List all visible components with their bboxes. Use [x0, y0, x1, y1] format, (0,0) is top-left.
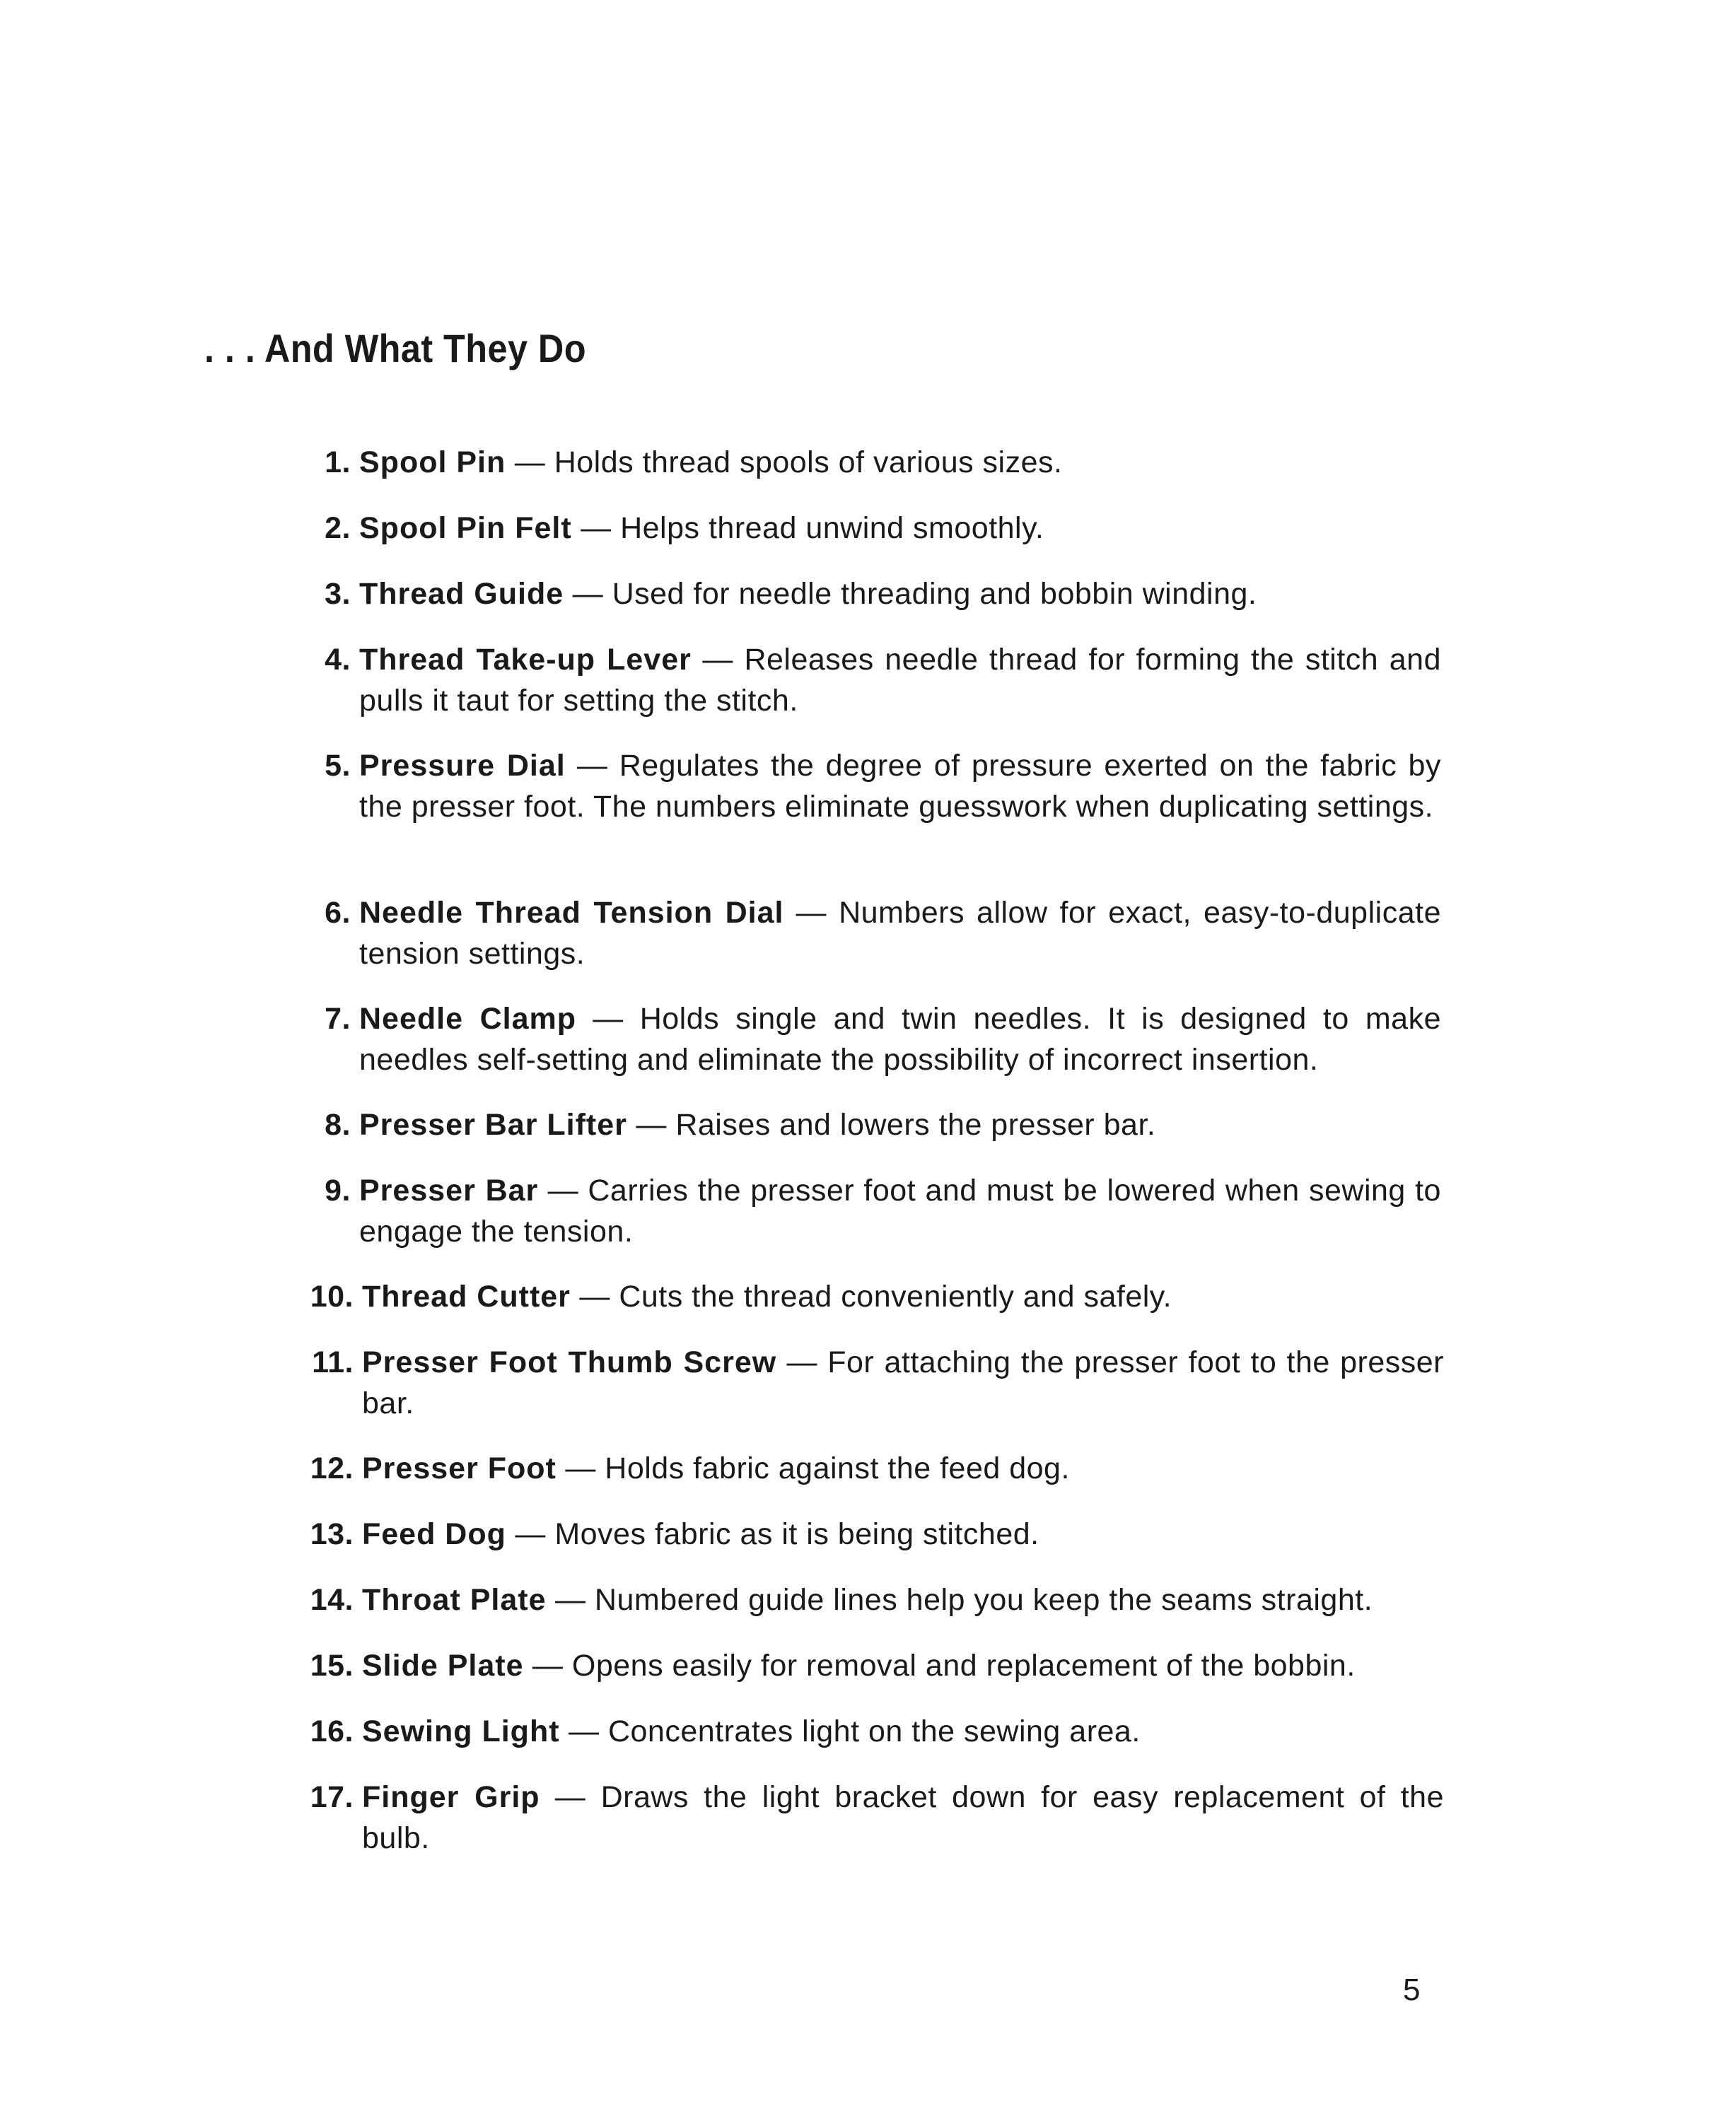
item-description: Moves fabric as it is being stitched. [554, 1517, 1039, 1551]
item-description: Raises and lowers the presser bar. [675, 1108, 1156, 1142]
item-text [362, 1448, 1444, 1489]
item-term: Thread Cutter [362, 1280, 571, 1314]
item-dash: — [556, 1451, 605, 1485]
item-description: For attaching the presser foot to the presser bar. [362, 1345, 1444, 1420]
item-term: Slide Plate [362, 1649, 524, 1683]
item-text [362, 1579, 1444, 1620]
item-dash: — [523, 1649, 572, 1683]
item-dash: — [565, 749, 619, 783]
item-dash: — [776, 1345, 828, 1379]
item-number: 12. [310, 1451, 354, 1485]
item-text [359, 892, 1441, 974]
item-term: Presser Foot Thumb Screw [362, 1345, 777, 1379]
item-text [359, 1104, 1441, 1145]
item-term: Pressure Dial [359, 749, 566, 783]
item-text [359, 1170, 1441, 1252]
item-term: Feed Dog [362, 1517, 506, 1551]
item-dash: — [691, 643, 745, 677]
item-description: Cuts the thread conveniently and safely. [619, 1280, 1172, 1314]
item-term: Sewing Light [362, 1714, 560, 1748]
item-number: 14. [310, 1583, 354, 1617]
item-description: Helps thread unwind smoothly. [620, 511, 1044, 545]
item-term: Finger Grip [362, 1780, 540, 1814]
item-term: Thread Take-up Lever [359, 643, 692, 677]
item-text [362, 1514, 1444, 1555]
item-dash: — [538, 1174, 588, 1208]
item-dash: — [506, 445, 554, 479]
item-text [362, 1276, 1444, 1317]
item-term: Presser Bar [359, 1174, 539, 1208]
item-term: Presser Foot [362, 1451, 557, 1485]
item-number: 11. [312, 1345, 354, 1379]
item-description: Opens easily for removal and replacement of the bobbin. [571, 1649, 1356, 1683]
item-dash: — [564, 577, 612, 611]
item-text [362, 1777, 1444, 1859]
item-term: Thread Guide [359, 577, 564, 611]
item-term: Spool Pin Felt [359, 511, 572, 545]
item-description: Draws the light bracket down for easy replacement of the bulb. [362, 1780, 1444, 1855]
item-number: 9. [325, 1174, 351, 1208]
item-text [359, 508, 1441, 549]
item-text [362, 1645, 1444, 1686]
item-term: Throat Plate [362, 1583, 547, 1617]
item-number: 16. [310, 1714, 354, 1748]
item-number: 17. [310, 1780, 354, 1814]
item-description: Numbered guide lines help you keep the seams straight. [594, 1583, 1373, 1617]
item-dash: — [783, 896, 839, 930]
item-dash: — [627, 1108, 676, 1142]
item-description: Holds fabric against the feed dog. [605, 1451, 1070, 1485]
item-text [359, 639, 1441, 721]
section-heading: . . . And What They Do [204, 326, 587, 370]
item-number: 4. [325, 643, 351, 677]
item-dash: — [546, 1583, 595, 1617]
item-dash: — [570, 1280, 619, 1314]
item-dash: — [540, 1780, 601, 1814]
item-description: Numbers allow for exact, easy-to-duplicate tension settings. [359, 896, 1441, 971]
item-term: Needle Clamp [359, 1002, 577, 1036]
item-dash: — [576, 1002, 640, 1036]
item-number: 13. [310, 1517, 354, 1551]
item-description: Concentrates light on the sewing area. [607, 1714, 1141, 1748]
item-description: Holds single and twin needles. It is designed to make needles self-setting and eliminate the possibility of incorrect insertion. [359, 1002, 1441, 1077]
item-number: 8. [325, 1108, 351, 1142]
item-description: Releases needle thread for forming the stitch and pulls it taut for setting the stitch. [359, 643, 1441, 718]
page-number: 5 [1403, 1973, 1421, 2007]
item-number: 1. [325, 445, 351, 479]
item-text [359, 573, 1441, 614]
item-number: 2. [325, 511, 351, 545]
item-text [362, 1342, 1444, 1424]
item-number: 6. [325, 896, 351, 930]
item-text [362, 1711, 1444, 1752]
item-description: Used for needle threading and bobbin winding. [612, 577, 1257, 611]
item-number: 5. [325, 749, 351, 783]
item-dash: — [571, 511, 621, 545]
item-text [359, 442, 1441, 483]
item-dash: — [559, 1714, 608, 1748]
item-text [359, 998, 1441, 1080]
item-text [359, 745, 1441, 827]
item-number: 10. [310, 1280, 354, 1314]
item-term: Needle Thread Tension Dial [359, 896, 784, 930]
item-description: Carries the presser foot and must be lowered when sewing to engage the tension. [359, 1174, 1441, 1249]
item-number: 7. [325, 1002, 351, 1036]
item-number: 3. [325, 577, 351, 611]
item-term: Presser Bar Lifter [359, 1108, 627, 1142]
item-description: Regulates the degree of pressure exerted on the fabric by the presser foot. The numbers eliminate guesswork when duplicating settings. [359, 749, 1441, 824]
item-dash: — [506, 1517, 555, 1551]
item-term: Spool Pin [359, 445, 506, 479]
item-description: Holds thread spools of various sizes. [554, 445, 1063, 479]
item-number: 15. [310, 1649, 354, 1683]
